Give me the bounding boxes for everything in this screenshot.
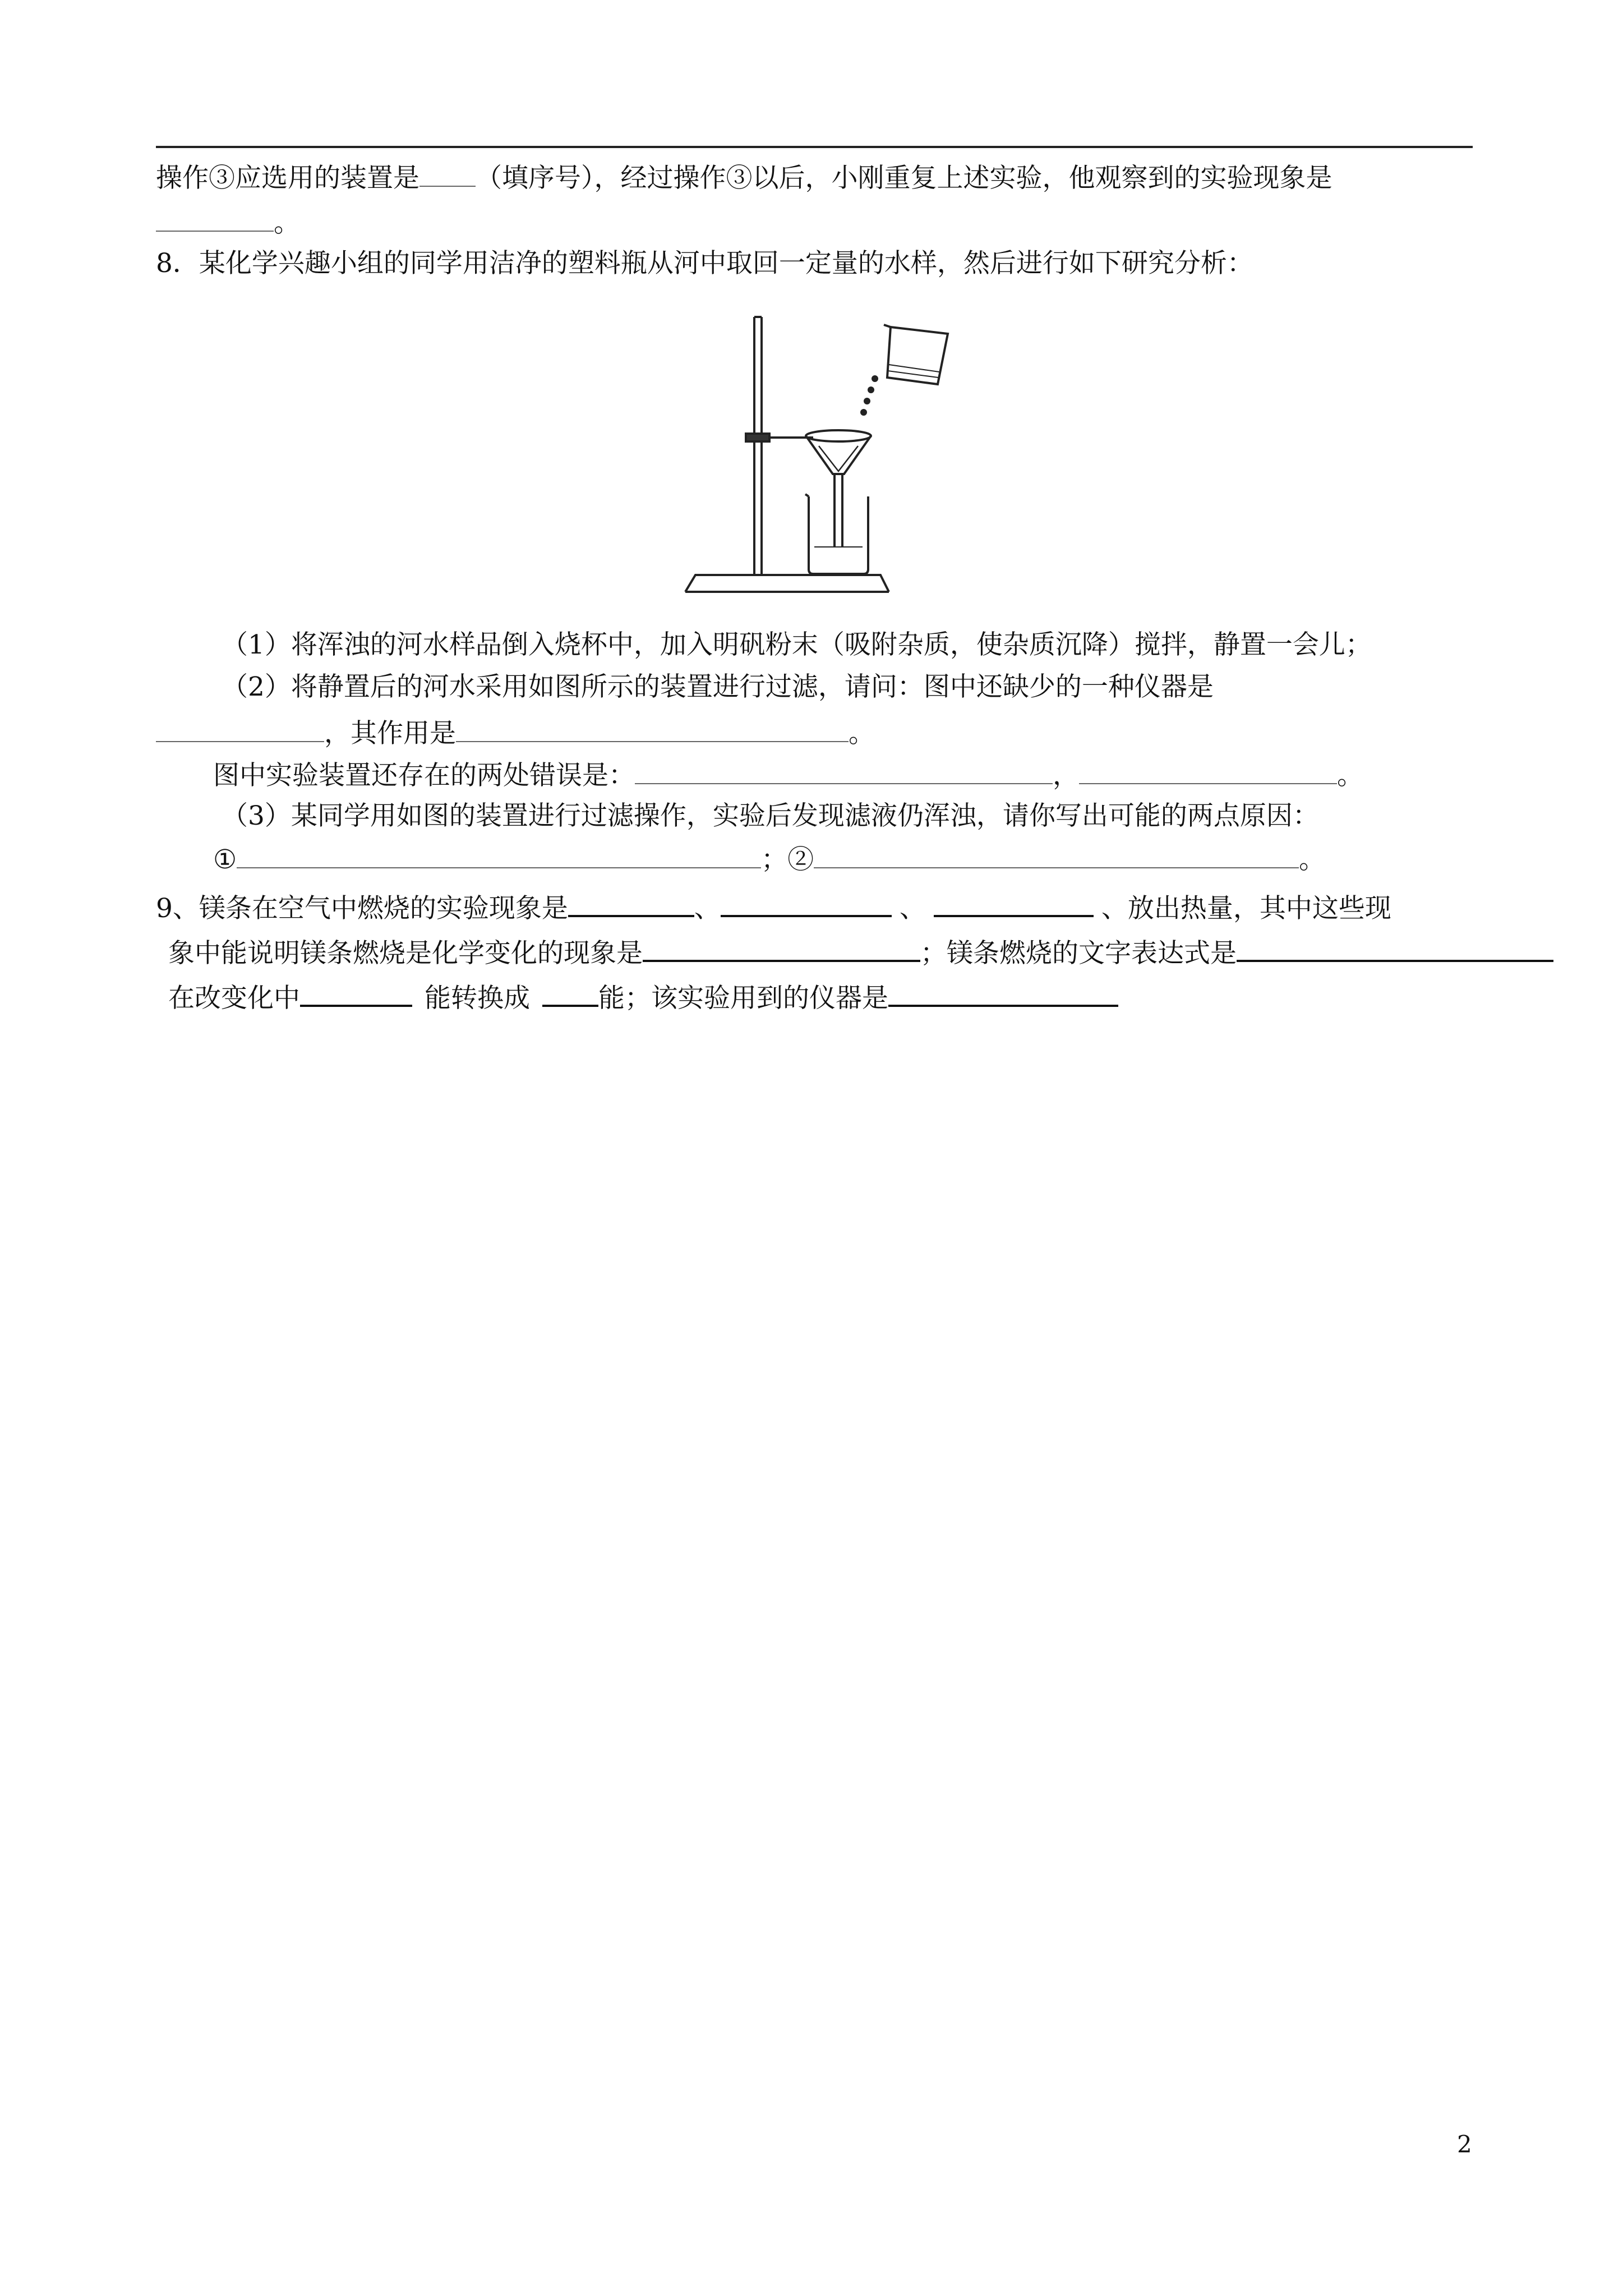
q9-sep-2: 、: [899, 893, 926, 924]
q8-missing-instrument-blank[interactable]: [156, 715, 324, 742]
q9-phenomenon-2-blank[interactable]: [721, 889, 892, 917]
q7-end: 。: [274, 208, 300, 238]
q8-p2b-mid: ，其作用是: [324, 718, 456, 749]
q9-line-2: [168, 934, 1553, 970]
q9-energy-to-blank[interactable]: [542, 979, 598, 1007]
q7-line-1: [156, 160, 1332, 195]
q9-text-b: 、放出热量，其中这些现: [1101, 893, 1391, 924]
q8-errors-sep: ，: [1053, 760, 1079, 791]
q8-errors-line: [213, 757, 1363, 793]
q8-part-3: （3）某同学用如图的装置进行过滤操作，实验后发现滤液仍浑浊，请你写出可能的两点原因：: [222, 800, 1319, 831]
q9-instruments-blank[interactable]: [888, 979, 1118, 1007]
q7-device-blank[interactable]: [419, 160, 476, 187]
q8-errors-end: 。: [1337, 760, 1363, 791]
q8-error-2-blank[interactable]: [1079, 757, 1337, 784]
q8-reason-2-blank[interactable]: [814, 841, 1299, 868]
q9-energy-from-blank[interactable]: [300, 979, 412, 1007]
q9-text-d: ；镁条燃烧的文字表达式是: [920, 938, 1237, 969]
q8-intro: 8．某化学兴趣小组的同学用洁净的塑料瓶从河中取回一定量的水样，然后进行如下研究分析：: [156, 248, 1253, 279]
q8-reason-1-blank[interactable]: [237, 841, 761, 868]
q7-line-2: [156, 205, 300, 240]
stand-base: [685, 575, 889, 592]
q8-error-1-blank[interactable]: [635, 757, 1053, 784]
q8-p2b-end: 。: [849, 718, 875, 749]
q8-reason-2-label: ；②: [761, 844, 814, 875]
header-rule: [156, 146, 1473, 148]
q8-reasons-end: 。: [1299, 844, 1326, 875]
q8-errors-label: 图中实验装置还存在的两处错误是：: [213, 760, 635, 791]
q9-text-e: 在改变化中: [168, 983, 300, 1014]
q9-line-3: [168, 979, 1118, 1015]
q7-text-b: （填序号），经过操作③以后，小刚重复上述实验，他观察到的实验现象是: [476, 163, 1332, 194]
q7-text-a: 操作③应选用的装置是: [156, 163, 419, 194]
q9-phenomenon-3-blank[interactable]: [934, 889, 1094, 917]
q8-reason-1-label: ①: [213, 844, 237, 875]
q9-line-1: [156, 889, 1391, 926]
q9-text-c: 象中能说明镁条燃烧是化学变化的现象是: [168, 938, 643, 969]
q9-phenomenon-1-blank[interactable]: [568, 889, 694, 917]
q8-part-1: （1）将浑浊的河水样品倒入烧杯中，加入明矾粉末（吸附杂质，使杂质沉降）搅拌，静置一会儿；: [222, 629, 1372, 660]
page-number: 2: [1457, 2131, 1472, 2158]
filtration-apparatus-figure: [679, 311, 959, 603]
q9-chemical-change-blank[interactable]: [643, 934, 920, 962]
q8-reasons-line: [213, 841, 1325, 877]
q8-instrument-function-blank[interactable]: [456, 715, 849, 742]
q7-phenomenon-blank[interactable]: [156, 205, 274, 232]
q9-text-g: 能；该实验用到的仪器是: [598, 983, 888, 1014]
q9-word-equation-blank[interactable]: [1237, 934, 1553, 962]
q8-part-2: （2）将静置后的河水采用如图所示的装置进行过滤，请问：图中还缺少的一种仪器是: [222, 671, 1214, 702]
q9-text-a: 9、镁条在空气中燃烧的实验现象是: [156, 893, 568, 924]
q9-sep-1: 、: [694, 893, 721, 924]
q9-text-f: 能转换成: [425, 983, 530, 1014]
q8-part-2-line-2: [156, 715, 875, 751]
